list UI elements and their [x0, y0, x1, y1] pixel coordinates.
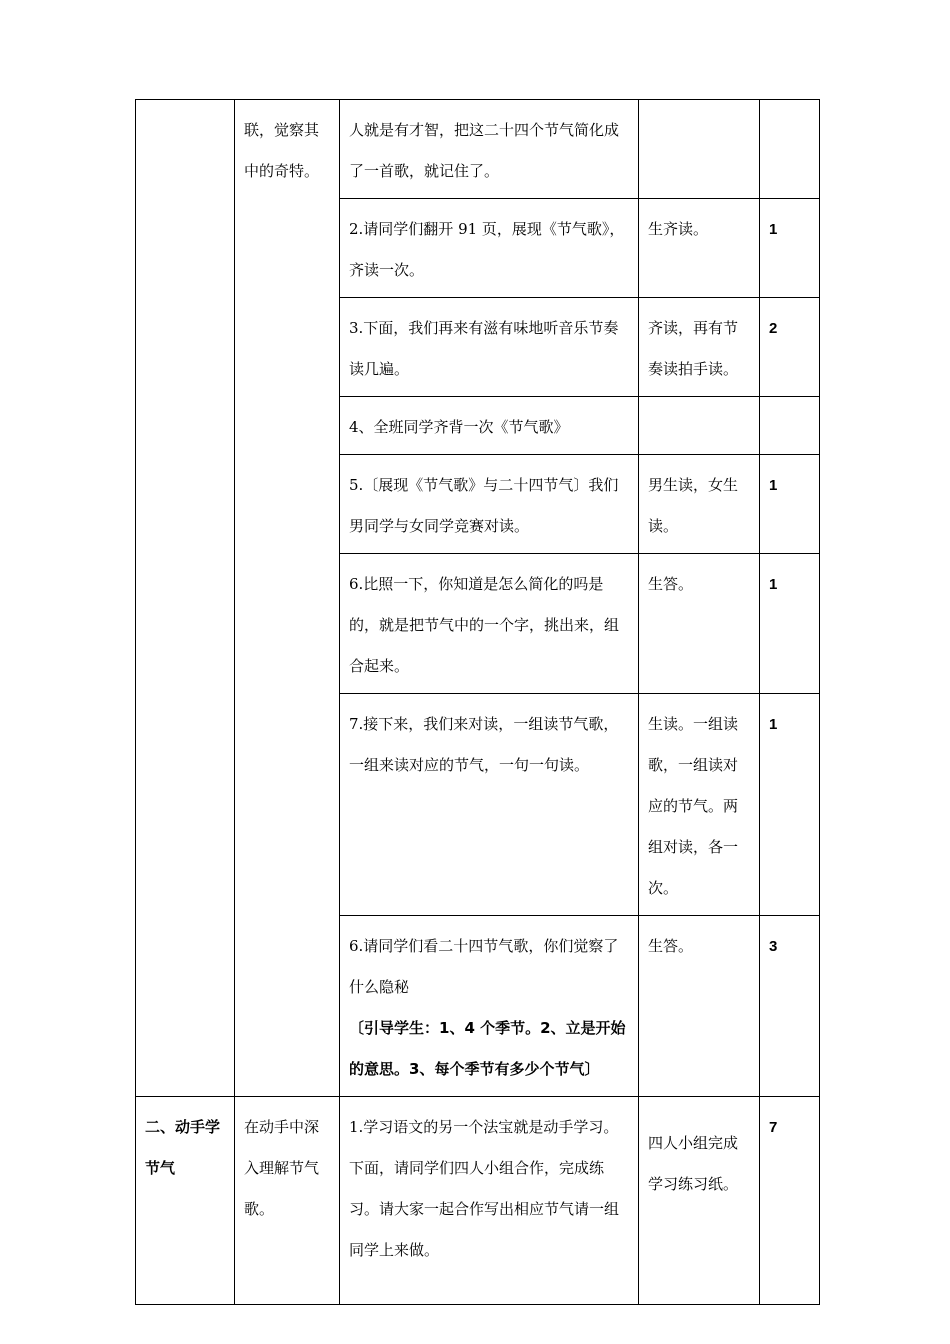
teacher-activity-cell	[340, 916, 639, 1097]
minutes-cell: 7	[760, 1097, 820, 1305]
stage-cell: 二、动手学节气	[136, 1097, 235, 1305]
minutes-cell	[760, 100, 820, 199]
minutes-cell: 1	[760, 554, 820, 694]
teacher-activity-text: 6.请同学们看二十四节气歌，你们觉察了什么隐秘	[349, 937, 619, 996]
student-activity-cell: 齐读，再有节奏读拍手读。	[639, 298, 760, 397]
minutes-cell: 1	[760, 694, 820, 916]
teacher-activity-cell: 4、全班同学齐背一次《节气歌》	[340, 397, 639, 455]
table-row	[136, 1097, 820, 1305]
teacher-activity-cell: 7.接下来，我们来对读，一组读节气歌，一组来读对应的节气，一句一句读。	[340, 694, 639, 916]
student-activity-cell: 四人小组完成学习练习纸。	[639, 1097, 760, 1305]
minutes-cell: 2	[760, 298, 820, 397]
student-activity-cell: 生读。一组读歌，一组读对应的节气。两组对读，各一次。	[639, 694, 760, 916]
teacher-activity-cell: 3.下面，我们再来有滋有味地听音乐节奏读几遍。	[340, 298, 639, 397]
lesson-plan-table	[135, 99, 820, 1305]
student-activity-cell: 生齐读。	[639, 199, 760, 298]
student-activity-cell: 生答。	[639, 916, 760, 1097]
teacher-hint-text: 〔引导学生：1、4 个季节。2、立是开始的意思。3、每个季节有多少个节气〕	[349, 1019, 626, 1078]
minutes-cell: 3	[760, 916, 820, 1097]
intent-cell: 在动手中深入理解节气歌。	[235, 1097, 340, 1305]
minutes-cell: 1	[760, 199, 820, 298]
stage-cell	[136, 100, 235, 1097]
intent-cell: 联，觉察其中的奇特。	[235, 100, 340, 1097]
minutes-cell	[760, 397, 820, 455]
student-activity-cell	[639, 397, 760, 455]
teacher-activity-cell: 2.请同学们翻开 91 页，展现《节气歌》，齐读一次。	[340, 199, 639, 298]
teacher-activity-cell: 5.〔展现《节气歌》与二十四节气〕我们男同学与女同学竞赛对读。	[340, 455, 639, 554]
student-activity-cell: 生答。	[639, 554, 760, 694]
teacher-activity-cell: 人就是有才智，把这二十四个节气简化成了一首歌，就记住了。	[340, 100, 639, 199]
teacher-activity-cell: 6.比照一下，你知道是怎么简化的吗是的，就是把节气中的一个字，挑出来，组合起来。	[340, 554, 639, 694]
table-row	[136, 100, 820, 199]
student-activity-cell	[639, 100, 760, 199]
teacher-activity-cell: 1.学习语文的另一个法宝就是动手学习。下面，请同学们四人小组合作，完成练习。请大家一起合作写出相应节气请一组同学上来做。	[340, 1097, 639, 1305]
student-activity-cell: 男生读，女生读。	[639, 455, 760, 554]
minutes-cell: 1	[760, 455, 820, 554]
